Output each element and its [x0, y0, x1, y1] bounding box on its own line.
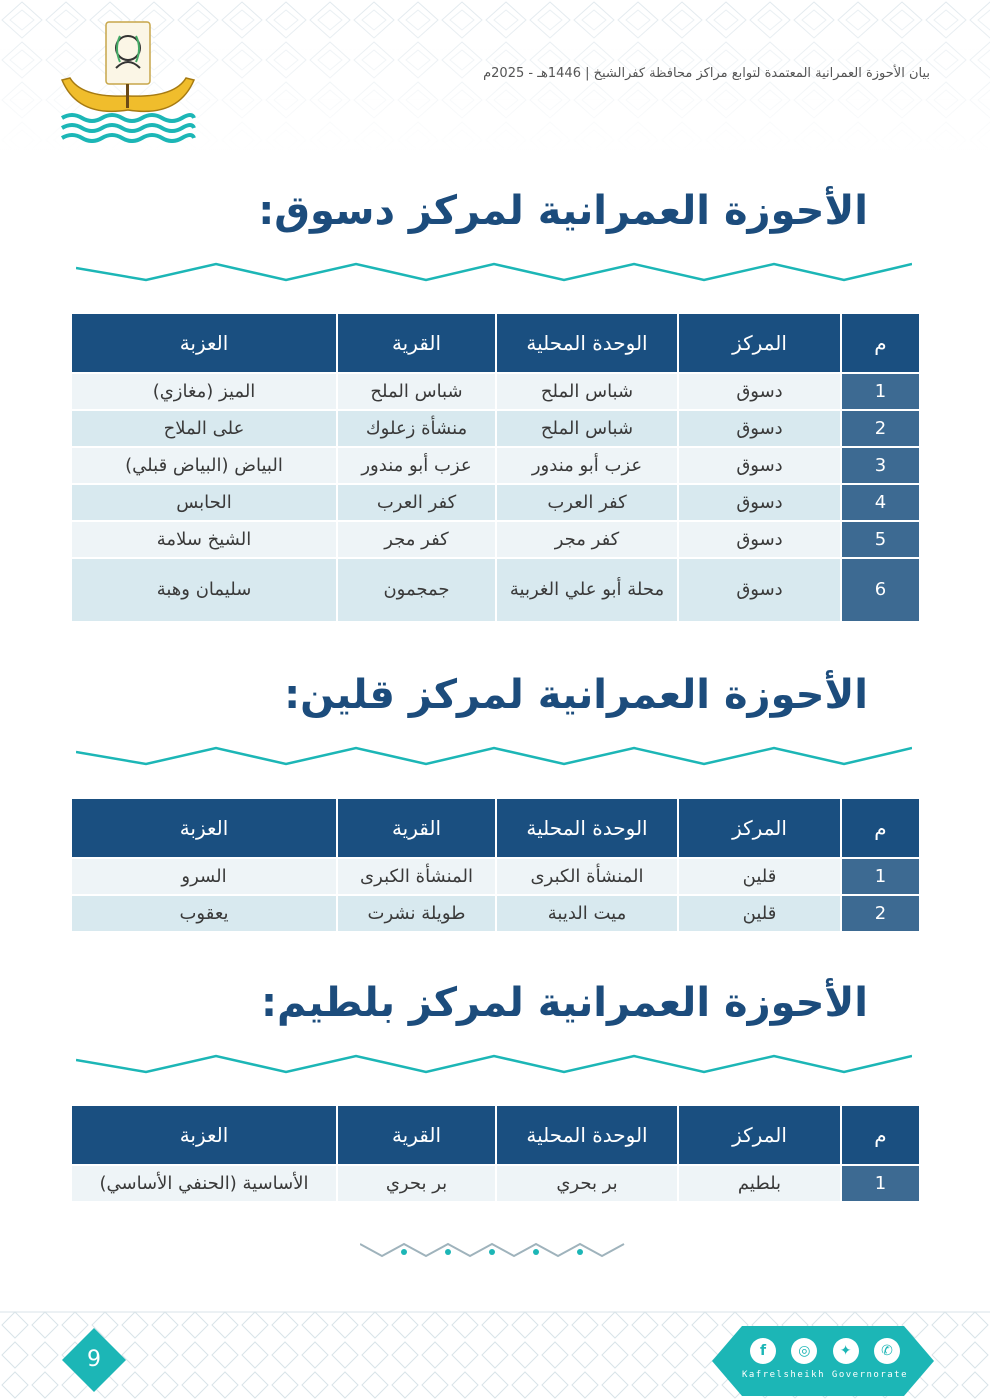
- header-unit: الوحدة المحلية: [495, 799, 677, 857]
- cell-unit: عزب أبو مندور: [495, 446, 677, 483]
- section-title-qallin: الأحوزة العمرانية لمركز قلين:: [284, 672, 868, 718]
- cell-ezba: البياض (البياض قبلي): [70, 446, 336, 483]
- table-baltim: [70, 1106, 919, 1201]
- cell-no: 5: [840, 520, 919, 557]
- cell-village: كفر مجر: [336, 520, 495, 557]
- cell-village: كفر العرب: [336, 483, 495, 520]
- header-center: المركز: [677, 1106, 840, 1164]
- table-row: [70, 1164, 919, 1201]
- header-no: م: [840, 1106, 919, 1164]
- cell-unit: كفر مجر: [495, 520, 677, 557]
- cell-village: المنشأة الكبرى: [336, 857, 495, 894]
- cell-center: قلين: [677, 857, 840, 894]
- header-ezba: العزبة: [70, 1106, 336, 1164]
- governorate-logo: [58, 18, 198, 143]
- cell-center: بلطيم: [677, 1164, 840, 1201]
- header-unit: الوحدة المحلية: [495, 1106, 677, 1164]
- header-unit: الوحدة المحلية: [495, 314, 677, 372]
- facebook-icon[interactable]: f: [750, 1338, 776, 1364]
- cell-no: 1: [840, 857, 919, 894]
- table-desouk: [70, 314, 919, 621]
- table-row: [70, 483, 919, 520]
- section-title-baltim: الأحوزة العمرانية لمركز بلطيم:: [260, 980, 868, 1026]
- cell-village: منشأة زعلوك: [336, 409, 495, 446]
- cell-unit: محلة أبو علي الغربية: [495, 557, 677, 621]
- table-row: [70, 520, 919, 557]
- cell-ezba: يعقوب: [70, 894, 336, 931]
- instagram-icon[interactable]: ◎: [791, 1338, 817, 1364]
- cell-ezba: على الملاح: [70, 409, 336, 446]
- document-header: بيان الأحوزة العمرانية المعتمدة لتوابع مراكز محافظة كفرالشيخ | 1446هـ - 2025م: [483, 66, 930, 81]
- header-village: القرية: [336, 314, 495, 372]
- cell-center: دسوق: [677, 372, 840, 409]
- cell-ezba: الشيخ سلامة: [70, 520, 336, 557]
- cell-no: 3: [840, 446, 919, 483]
- header-ezba: العزبة: [70, 799, 336, 857]
- whatsapp-icon[interactable]: ✆: [874, 1338, 900, 1364]
- table-row: [70, 557, 919, 621]
- cell-no: 4: [840, 483, 919, 520]
- cell-ezba: الأساسية (الحنفي الأساسي): [70, 1164, 336, 1201]
- zigzag-divider: [76, 744, 912, 768]
- cell-center: دسوق: [677, 483, 840, 520]
- table-row: [70, 894, 919, 931]
- table-qallin: [70, 799, 919, 931]
- cell-center: دسوق: [677, 557, 840, 621]
- cell-center: دسوق: [677, 520, 840, 557]
- cell-village: طويلة نشرت: [336, 894, 495, 931]
- cell-unit: شباس الملح: [495, 372, 677, 409]
- cell-village: شباس الملح: [336, 372, 495, 409]
- table-row: [70, 372, 919, 409]
- cell-village: بر بحري: [336, 1164, 495, 1201]
- bottom-divider-ornament: [360, 1238, 630, 1262]
- header-ezba: العزبة: [70, 314, 336, 372]
- page-number: 9: [87, 1347, 101, 1372]
- cell-ezba: الحابس: [70, 483, 336, 520]
- cell-ezba: سليمان وهبة: [70, 557, 336, 621]
- cell-village: عزب أبو مندور: [336, 446, 495, 483]
- social-icons: [750, 1338, 900, 1366]
- header-center: المركز: [677, 799, 840, 857]
- table-row: [70, 446, 919, 483]
- header-village: القرية: [336, 799, 495, 857]
- cell-ezba: السرو: [70, 857, 336, 894]
- twitter-icon[interactable]: ✦: [833, 1338, 859, 1364]
- cell-no: 2: [840, 409, 919, 446]
- cell-unit: المنشأة الكبرى: [495, 857, 677, 894]
- cell-center: دسوق: [677, 409, 840, 446]
- footer-caption: Kafrelsheikh Governorate: [741, 1370, 909, 1380]
- header-center: المركز: [677, 314, 840, 372]
- section-title-desouk: الأحوزة العمرانية لمركز دسوق:: [258, 188, 868, 234]
- cell-unit: شباس الملح: [495, 409, 677, 446]
- header-no: م: [840, 314, 919, 372]
- table-row: [70, 409, 919, 446]
- cell-unit: كفر العرب: [495, 483, 677, 520]
- cell-no: 1: [840, 372, 919, 409]
- cell-center: دسوق: [677, 446, 840, 483]
- header-village: القرية: [336, 1106, 495, 1164]
- cell-unit: بر بحري: [495, 1164, 677, 1201]
- cell-no: 6: [840, 557, 919, 621]
- cell-center: قلين: [677, 894, 840, 931]
- cell-village: جمجمون: [336, 557, 495, 621]
- zigzag-divider: [76, 260, 912, 284]
- table-row: [70, 857, 919, 894]
- cell-ezba: الميز (مغازي): [70, 372, 336, 409]
- header-no: م: [840, 799, 919, 857]
- cell-no: 2: [840, 894, 919, 931]
- cell-no: 1: [840, 1164, 919, 1201]
- zigzag-divider: [76, 1052, 912, 1076]
- cell-unit: ميت الديبة: [495, 894, 677, 931]
